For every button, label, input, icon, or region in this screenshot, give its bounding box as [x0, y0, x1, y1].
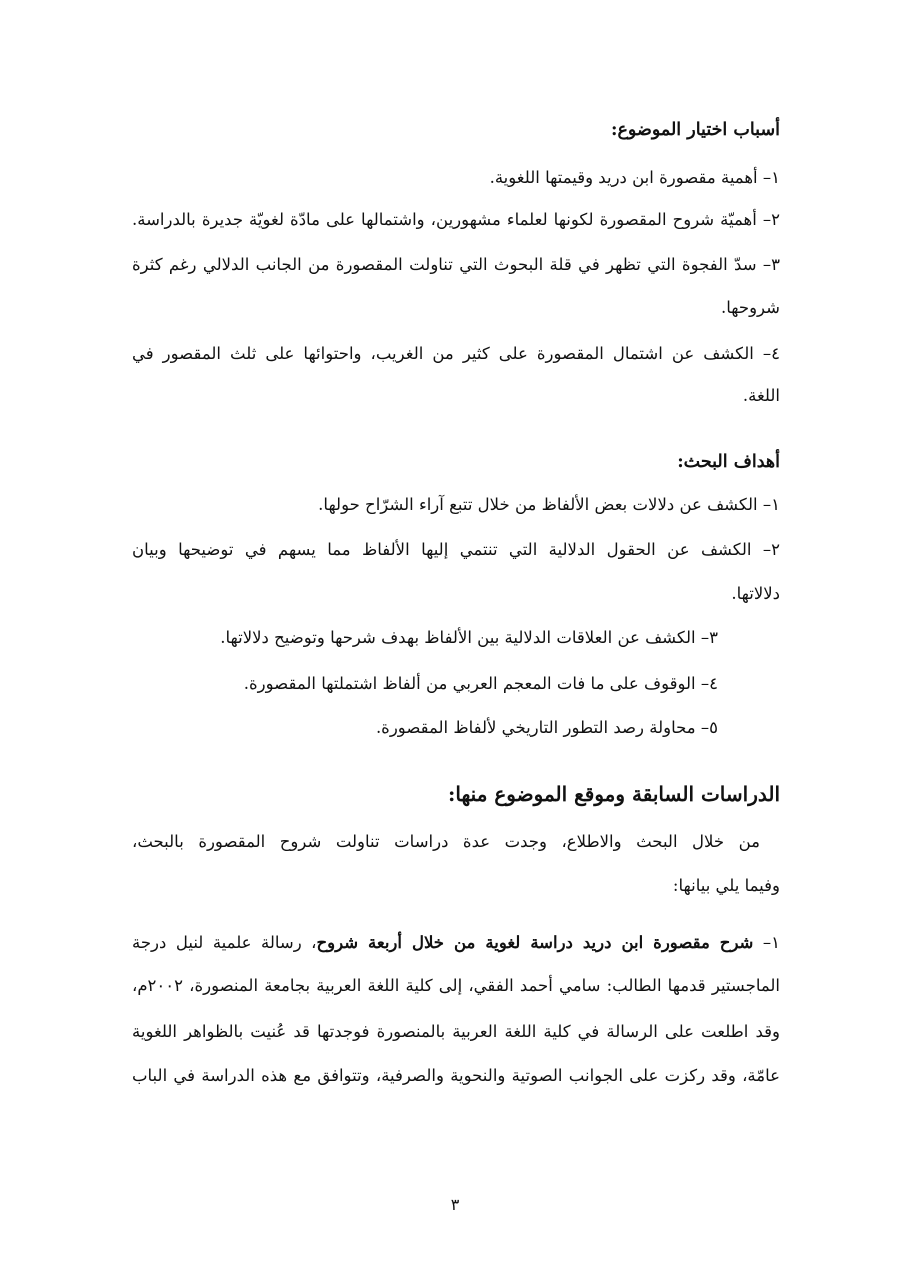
- page-number: ٣: [450, 1195, 460, 1214]
- objectives-item-2: ٢– الكشف عن الحقول الدلالية التي تنتمي إليها الألفاظ مما يسهم في توضيحها وبيان: [132, 540, 780, 559]
- study-1-line-2: الماجستير قدمها الطالب: سامي أحمد الفقي، إلى كلية اللغة العربية بجامعة المنصورة، ٢٠٠٢م،: [132, 976, 780, 995]
- previous-studies-intro-line-2: وفيما يلي بيانها:: [672, 876, 780, 895]
- reasons-item-2: ٢– أهميّة شروح المقصورة لكونها لعلماء مشهورين، واشتمالها على مادّة لغويّة جديرة بالدراسة.: [132, 210, 780, 229]
- study-1-line-1: [132, 931, 780, 955]
- previous-studies-heading: الدراسات السابقة وموقع الموضوع منها:: [447, 782, 780, 806]
- study-1-description: ، رسالة علمية لنيل درجة: [132, 933, 317, 952]
- study-1-line-4: عامّة، وقد ركزت على الجوانب الصوتية والنحوية والصرفية، وتتوافق مع هذه الدراسة في الباب: [132, 1066, 780, 1085]
- reasons-heading: أسباب اختيار الموضوع:: [611, 120, 780, 140]
- objectives-item-4: ٤– الوقوف على ما فات المعجم العربي من ألفاظ اشتملتها المقصورة.: [243, 674, 718, 693]
- study-1-line-3: وقد اطلعت على الرسالة في كلية اللغة العربية بالمنصورة فوجدتها قد عُنيت بالظواهر اللغوية: [132, 1022, 780, 1041]
- objectives-item-5: ٥– محاولة رصد التطور التاريخي لألفاظ المقصورة.: [375, 718, 718, 737]
- objectives-item-1: ١– الكشف عن دلالات بعض الألفاظ من خلال تتبع آراء الشرّاح حولها.: [318, 495, 780, 514]
- study-1-number: ١–: [753, 933, 781, 952]
- reasons-item-3: ٣– سدّ الفجوة التي تظهر في قلة البحوث التي تناولت المقصورة من الجانب الدلالي رغم كثرة: [132, 255, 780, 274]
- reasons-item-3-continued: شروحها.: [721, 298, 780, 317]
- reasons-item-1: ١– أهمية مقصورة ابن دريد وقيمتها اللغوية.: [489, 168, 780, 187]
- objectives-item-2-continued: دلالاتها.: [731, 584, 780, 603]
- reasons-item-4-continued: اللغة.: [742, 386, 780, 405]
- objectives-item-3: ٣– الكشف عن العلاقات الدلالية بين الألفاظ بهدف شرحها وتوضيح دلالاتها.: [220, 628, 718, 647]
- reasons-item-4: ٤– الكشف عن اشتمال المقصورة على كثير من الغريب، واحتوائها على ثلث المقصور في: [132, 344, 780, 363]
- objectives-heading: أهداف البحث:: [677, 452, 780, 472]
- previous-studies-intro-line-1: من خلال البحث والاطلاع، وجدت عدة دراسات تناولت شروح المقصورة بالبحث،: [132, 832, 760, 851]
- study-1-title: شرح مقصورة ابن دريد دراسة لغوية من خلال أربعة شروح: [316, 933, 754, 952]
